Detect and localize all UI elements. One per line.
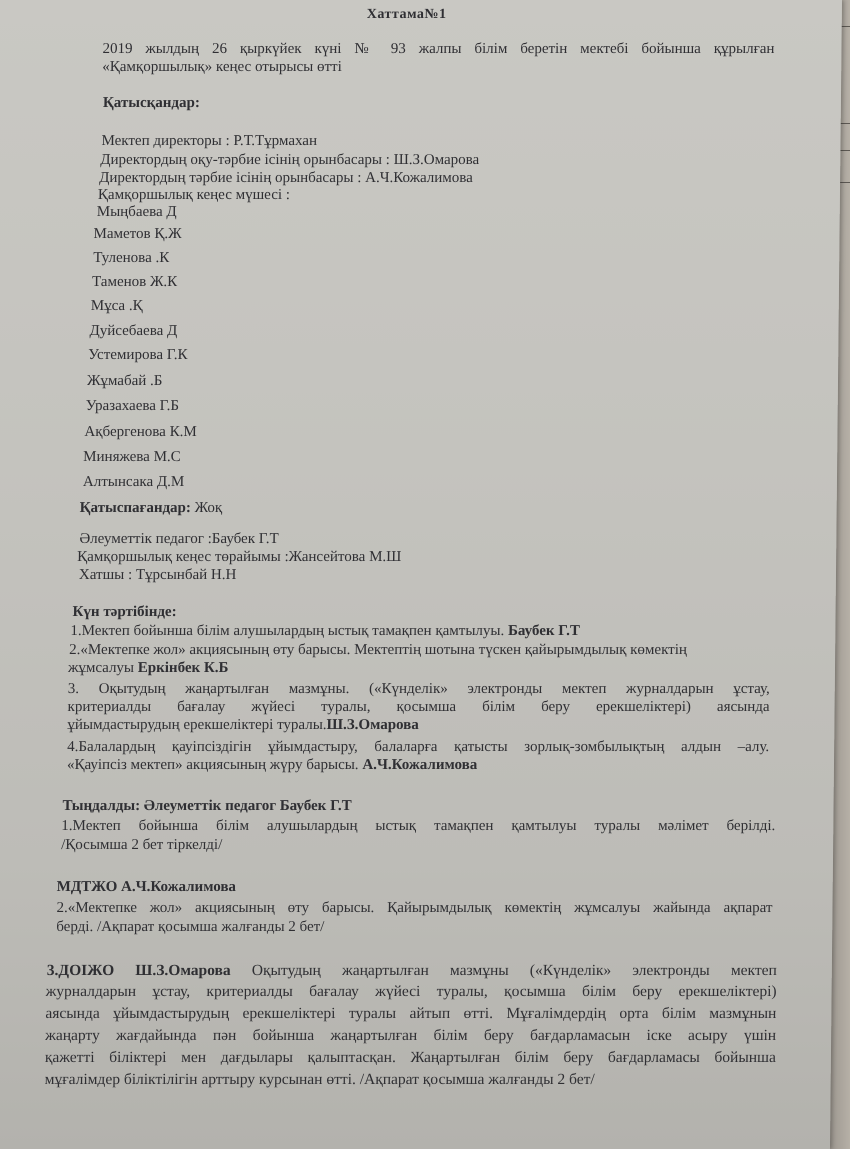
heard-line <box>47 962 777 981</box>
absent-value: Жоқ <box>190 500 223 516</box>
agenda-speaker: Ш.З.Омарова <box>326 717 419 733</box>
staff-deputy-academic: Директордың оқу-тәрбие ісінің орынбасары : Ш.З.Омарова <box>100 152 480 168</box>
heard-heading: 3.ДОІЖО Ш.З.Омарова <box>46 962 231 979</box>
agenda-speaker: Баубек Г.Т <box>507 623 581 639</box>
staff-director: Мектеп директоры : Р.Т.Тұрмахан <box>101 133 318 149</box>
role-secretary: Хатшы : Тұрсынбай Н.Н <box>78 567 237 583</box>
role-social-pedagogue: Әлеуметтік педагог :Баубек Г.Т <box>79 531 279 547</box>
council-member: Ақбергенова К.М <box>84 424 197 440</box>
heard-heading: МДТЖО А.Ч.Кожалимова <box>56 879 237 895</box>
absent-line <box>80 499 223 517</box>
heard-heading: Тыңдалды: Әлеуметтік педагог Баубек Г.Т <box>62 798 352 814</box>
agenda-line <box>67 716 419 734</box>
council-member: Жұмабай .Б <box>86 373 163 389</box>
council-member: Устемирова Г.К <box>88 347 188 363</box>
heard-line: қажетті біліктері мен дағдылары қалыптасқан. Жаңартылған білім беру бағдарламасы бойынша <box>44 1049 777 1066</box>
participants-heading: Қатысқандар: <box>102 95 200 111</box>
agenda-line <box>68 659 229 677</box>
council-member: Миняжева М.С <box>83 449 181 465</box>
intro-line-1: 2019 жылдың 26 қыркүйек күні № 93 жалпы білім беретін мектебі бойынша құрылған <box>102 41 775 57</box>
council-member: Мұса .Қ <box>90 298 143 314</box>
agenda-heading: Күн тәртібінде: <box>72 604 177 620</box>
heard-line: 1.Мектеп бойынша білім алушылардың ыстық тамақпен қамтылуы туралы мәлімет берілді. <box>61 818 776 834</box>
council-member: Дуйсебаева Д <box>89 323 178 339</box>
agenda-line: 3. Оқытудың жаңартылған мазмұны. («Күнделік» электронды мектеп журналдарын ұстау, <box>67 681 770 697</box>
agenda-line <box>70 622 580 640</box>
agenda-text: жұмсалуы <box>67 660 138 676</box>
intro-line-2: «Қамқоршылық» кеңес отырысы өтті <box>102 59 342 75</box>
heard-line: /Қосымша 2 бет тіркелді/ <box>61 837 223 853</box>
agenda-line: 2.«Мектепке жол» акциясының өту барысы. Мектептің шотына түскен қайырымдылық көмектің <box>69 642 688 658</box>
agenda-line: 4.Балалардың қауіпсіздігін ұйымдастыру, балаларға қатысты зорлық-зомбылықтың алдын –алу. <box>67 739 770 755</box>
heard-line: журналдарын ұстау, критериалды бағалау жүйесі туралы, қосымша білім беру ерекшеліктері) <box>45 983 777 1000</box>
heard-line: 2.«Мектепке жол» акциясының өту барысы. Қайырымдылық көмектің жұмсалуы жайында ақпарат <box>56 900 773 916</box>
absent-label: Қатыспағандар: <box>79 500 192 516</box>
council-member: Туленова .К <box>93 250 170 266</box>
council-member: Таменов Ж.К <box>91 274 178 290</box>
agenda-line: критериалды бағалау жүйесі туралы, қосымша білім беру ерекшеліктері) аясында <box>67 699 770 715</box>
heard-line: аясында ұйымдастырудың ерекшеліктері туралы айтып өтті. Мұғалімдердің орта білім мазмұнын <box>45 1005 777 1022</box>
document-title: Хаттама№1 <box>366 7 447 22</box>
agenda-text: «Қауіпсіз мектеп» акциясының жүру барысы. <box>66 757 363 773</box>
heard-line: берді. /Ақпарат қосымша жалғанды 2 бет/ <box>56 919 325 935</box>
agenda-speaker: Еркінбек К.Б <box>137 660 229 676</box>
staff-deputy-upbringing: Директордың тәрбие ісінің орынбасары : А.Ч.Кожалимова <box>99 170 473 186</box>
agenda-text: 1.Мектеп бойынша білім алушылардың ыстық тамақпен қамтылуы. <box>70 623 509 639</box>
role-council-chair: Қамқоршылық кеңес төрайымы :Жансейтова М.Ш <box>77 549 402 565</box>
council-member: Алтынсака Д.М <box>82 474 185 490</box>
agenda-speaker: А.Ч.Кожалимова <box>362 757 478 773</box>
council-member: Мыңбаева Д <box>96 204 177 220</box>
heard-text: Оқытудың жаңартылған мазмұны («Күнделік» электронды мектеп <box>230 962 777 979</box>
heard-line: жаңарту жағдайында пән бойынша жаңартылған білім беру бағдарламасын іске асыру үшін <box>45 1027 777 1044</box>
agenda-line <box>67 756 477 774</box>
heard-line: мұғалімдер біліктілігін арттыру курсынан өтті. /Ақпарат қосымша жалғанды 2 бет/ <box>44 1071 595 1088</box>
council-member: Уразахаева Г.Б <box>85 398 180 414</box>
council-member: Маметов Қ.Ж <box>93 226 182 242</box>
council-member-label: Қамқоршылық кеңес мүшесі : <box>97 187 291 203</box>
agenda-text: ұйымдастырудың ерекшеліктері туралы. <box>67 717 327 733</box>
